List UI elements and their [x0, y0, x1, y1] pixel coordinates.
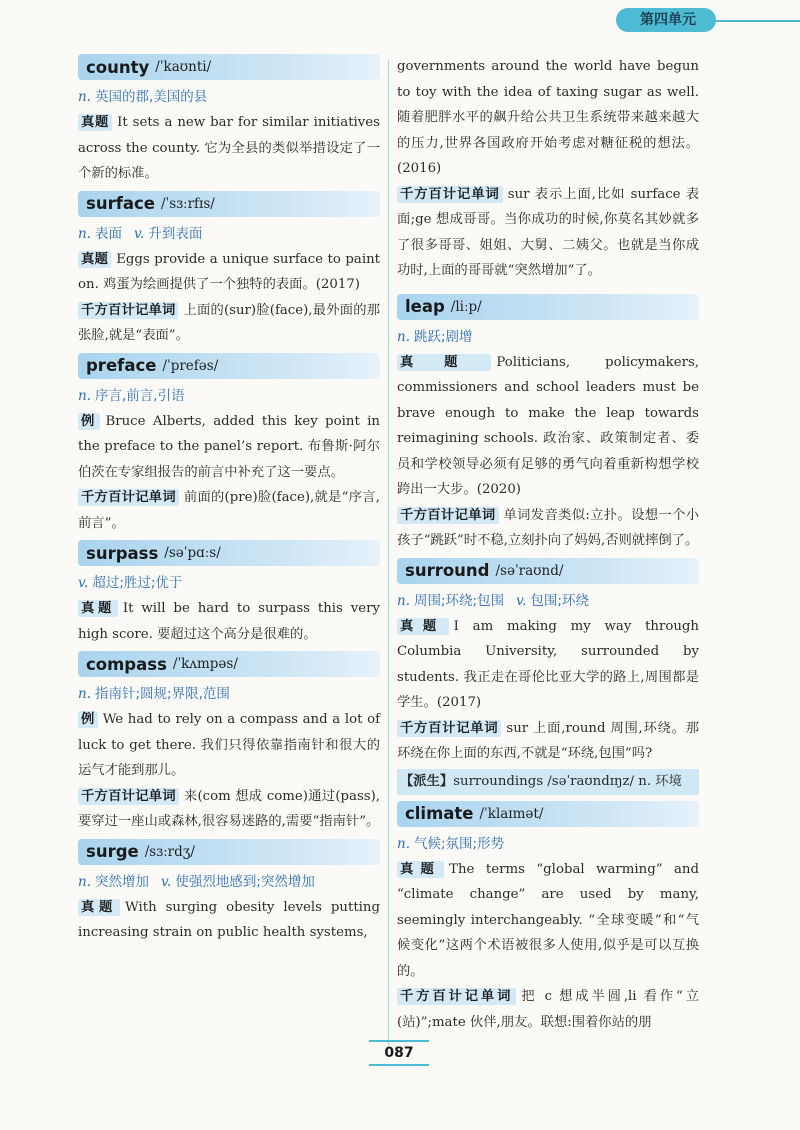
- word-entry-surpass: [78, 540, 380, 647]
- memory-text: sur 表示上面,比如 surface 表面;ge 想成哥哥。当你成功的时候,你莫名其妙就多了很多哥哥、姐姐、大舅、二姨父。也就是当你成功时,上面的哥哥就“突然增加”了。: [397, 186, 700, 278]
- headword: county: [86, 57, 150, 77]
- unit-tab: 第四单元: [616, 8, 716, 32]
- paragraph-tag: 真题: [78, 251, 111, 268]
- paragraph-text: 把 c 想成半圆,li 看作“立(站)”;mate 伙伴,朋友。联想:围着你站的朋: [397, 989, 699, 1030]
- paragraph-text: We had to rely on a compass and a lot of luck to get there. 我们只得依靠指南针和很大的运气才能到那儿。: [78, 712, 381, 778]
- word-entry-county: [78, 54, 380, 187]
- headword: surround: [405, 561, 490, 580]
- paragraph-text: 上面的(sur)脸(face),最外面的那张脸,就是“表面”。: [78, 302, 381, 343]
- phonetic: /səˈraʊnd/: [495, 562, 564, 579]
- headword-bar: [397, 294, 699, 320]
- phonetic: /ˈsɜːrfɪs/: [161, 195, 215, 212]
- pos-abbr: n.: [78, 873, 91, 890]
- phonetic: /səˈpɑːs/: [164, 545, 221, 561]
- entry-paragraph: [397, 350, 699, 503]
- part-of-speech-line: [78, 572, 380, 594]
- part-of-speech-line: [78, 871, 380, 893]
- phonetic: /ˈkaʊnti/: [155, 59, 212, 75]
- headword: preface: [86, 356, 157, 375]
- paragraph-text: With surging obesity levels putting increasing strain on public health systems,: [78, 899, 381, 940]
- pos-abbr: n.: [397, 592, 410, 609]
- pos-abbr: n.: [78, 89, 91, 105]
- paragraph-text: 来(com 想成 come)通过(pass),要穿过一座山或森林,很容易迷路的,需要“指南针”。: [78, 788, 381, 829]
- paragraph-tag: 千方百计记单词: [397, 507, 499, 524]
- pos-meaning: 序言,前言,引语: [95, 387, 185, 404]
- paragraph-text: I am making my way through Columbia University, surrounded by students. 我正走在哥伦比亚大学的路上,周围都是学生。(2017): [397, 618, 699, 710]
- paragraph-tag: 千方百计记单词: [397, 720, 501, 737]
- paragraph-tag: 千方百计记单词: [78, 489, 179, 506]
- paragraph-text: It will be hard to surpass this very high score. 要超过这个高分是很难的。: [78, 601, 381, 642]
- entry-paragraph: [78, 895, 380, 946]
- entry-paragraph: [397, 716, 699, 767]
- pos-abbr: v.: [516, 592, 527, 609]
- paragraph-tag: 千方百计记单词: [397, 988, 516, 1005]
- pos-meaning: 包围;环绕: [530, 592, 589, 609]
- headword: leap: [405, 297, 445, 316]
- pos-meaning: 气候;氛围;形势: [414, 835, 505, 852]
- headword: compass: [86, 654, 167, 674]
- headword-bar: [78, 540, 380, 566]
- pos-meaning: 突然增加: [95, 873, 149, 890]
- derive-text: surroundings /səˈraʊndɪŋz/ n. 环境: [453, 773, 682, 789]
- entry-paragraph: [78, 409, 380, 486]
- phonetic: /ˈprefəs/: [162, 357, 219, 374]
- word-entry-compass: [78, 651, 380, 835]
- headword: climate: [405, 804, 474, 823]
- paragraph-tag: 千方百计记单词: [78, 302, 178, 319]
- pos-abbr: n.: [397, 328, 410, 345]
- paragraph-tag: 千方百计记单词: [78, 788, 179, 805]
- paragraph-text: sur 上面,round 周围,环绕。那环绕在你上面的东西,不就是“环绕,包围”吗?: [397, 720, 699, 761]
- paragraph-text: Bruce Alberts, added this key point in the preface to the panel’s report. 布鲁斯·阿尔伯茨在专家组报告的前言中补充了这一要点。: [78, 413, 381, 480]
- pos-meaning: 跳跃;剧增: [414, 328, 473, 345]
- pos-abbr: n.: [78, 387, 91, 404]
- entry-paragraph: [78, 784, 380, 835]
- paragraph-text: It sets a new bar for similar initiatives across the county. 它为全县的类似举措设定了一个新的标准。: [78, 115, 380, 181]
- pos-meaning: 超过;胜过;优于: [92, 575, 183, 591]
- phonetic: /ˈkʌmpəs/: [172, 656, 238, 672]
- entry-paragraph: [397, 984, 699, 1035]
- word-entry-surface: [78, 191, 380, 349]
- continued-example: governments around the world have begun to toy with the idea of taxing sugar as well. 随着肥胖水平的飙升给公共卫生系统带来越来越大的压力,世界各国政府开始考虑对糖征税的想法。(2016): [397, 59, 699, 176]
- right-entries: [397, 294, 699, 1036]
- pos-abbr: n.: [397, 835, 410, 852]
- headword-bar: [78, 839, 380, 865]
- paragraph-tag: 真题: [78, 899, 120, 916]
- phonetic: /ˈklaɪmət/: [479, 805, 544, 822]
- paragraph-tag: 真题: [397, 354, 491, 371]
- pos-abbr: v.: [78, 575, 89, 591]
- paragraph-text: Politicians, policymakers, commissioners and school leaders must be brave enough to make the leap towards reimagining schools. 政治家、政策制定者、委员和学校领导必须有足够的勇气向着重新构想学校跨出一大步。(2020): [397, 354, 700, 497]
- phonetic: /sɜːrdʒ/: [144, 843, 195, 860]
- paragraph-tag: 真题: [397, 618, 449, 635]
- pos-meaning: 升到表面: [148, 225, 203, 242]
- derive-tag: 【派生】: [400, 773, 454, 789]
- paragraph-text: 单词发音类似:立扑。设想一个小孩子“跳跃”时不稳,立刻扑向了妈妈,否则就摔倒了。: [397, 507, 700, 548]
- headword: surpass: [86, 543, 159, 563]
- pos-meaning: 英国的郡,美国的县: [95, 89, 208, 105]
- word-entry-leap: [397, 294, 699, 554]
- header-rule: [710, 20, 800, 22]
- derivative: [397, 769, 699, 795]
- word-entry-climate: [397, 801, 699, 1036]
- headword: surge: [86, 842, 139, 861]
- entry-paragraph: [78, 707, 380, 784]
- paragraph-tag: 例: [78, 413, 100, 430]
- part-of-speech-line: [78, 86, 380, 108]
- word-entry-surround: [397, 558, 699, 795]
- pos-abbr: n.: [78, 686, 91, 702]
- paragraph-tag: 例: [78, 711, 98, 728]
- pos-abbr: v.: [161, 873, 172, 890]
- word-entry-preface: [78, 353, 380, 537]
- entry-paragraph: [78, 596, 380, 647]
- paragraph-text: The terms “global warming” and “climate change” are used by many, seemingly interchangeably. “全球变暖”和“气候变化”这两个术语被很多人使用,似乎是可以互换的。: [397, 861, 700, 979]
- headword-bar: [78, 191, 380, 217]
- part-of-speech-line: [397, 326, 699, 348]
- headword-bar: [397, 558, 699, 584]
- paragraph-tag: 真题: [397, 861, 444, 878]
- pos-meaning: 周围;环绕;包围: [414, 592, 505, 609]
- entry-paragraph: [78, 298, 380, 349]
- entry-paragraph: [78, 247, 380, 298]
- pos-abbr: n.: [78, 225, 91, 242]
- pos-meaning: 表面: [95, 225, 122, 242]
- entry-paragraph: [78, 485, 380, 536]
- page-number: 087: [369, 1040, 429, 1066]
- entry-paragraph: [397, 614, 699, 716]
- headword-bar: [78, 54, 380, 80]
- pos-meaning: 指南针;圆规;界限,范围: [95, 686, 230, 702]
- headword: surface: [86, 194, 155, 213]
- memory-tip: [397, 182, 699, 284]
- part-of-speech-line: [78, 683, 380, 705]
- paragraph-tag: 真题: [78, 114, 112, 131]
- part-of-speech-line: [78, 385, 380, 407]
- part-of-speech-line: [78, 223, 380, 245]
- entry-paragraph: [397, 503, 699, 554]
- paragraph-tag: 真题: [78, 600, 118, 617]
- headword-bar: [78, 353, 380, 379]
- part-of-speech-line: [397, 833, 699, 855]
- headword-bar: [397, 801, 699, 827]
- pos-meaning: 使强烈地感到;突然增加: [175, 873, 315, 890]
- word-entry-surge: [78, 839, 380, 946]
- part-of-speech-line: [397, 590, 699, 612]
- entry-paragraph: [78, 110, 380, 187]
- right-column: [397, 54, 699, 1039]
- paragraph-text: Eggs provide a unique surface to paint on. 鸡蛋为绘画提供了一个独特的表面。(2017): [78, 251, 380, 292]
- pos-abbr: v.: [134, 225, 145, 242]
- phonetic: /liːp/: [450, 298, 482, 315]
- memory-tag: 千方百计记单词: [397, 186, 503, 203]
- entry-paragraph: [397, 857, 699, 985]
- left-column: [78, 54, 380, 950]
- paragraph-text: 前面的(pre)脸(face),就是“序言,前言”。: [78, 490, 381, 531]
- headword-bar: [78, 651, 380, 677]
- column-divider: [388, 60, 389, 1045]
